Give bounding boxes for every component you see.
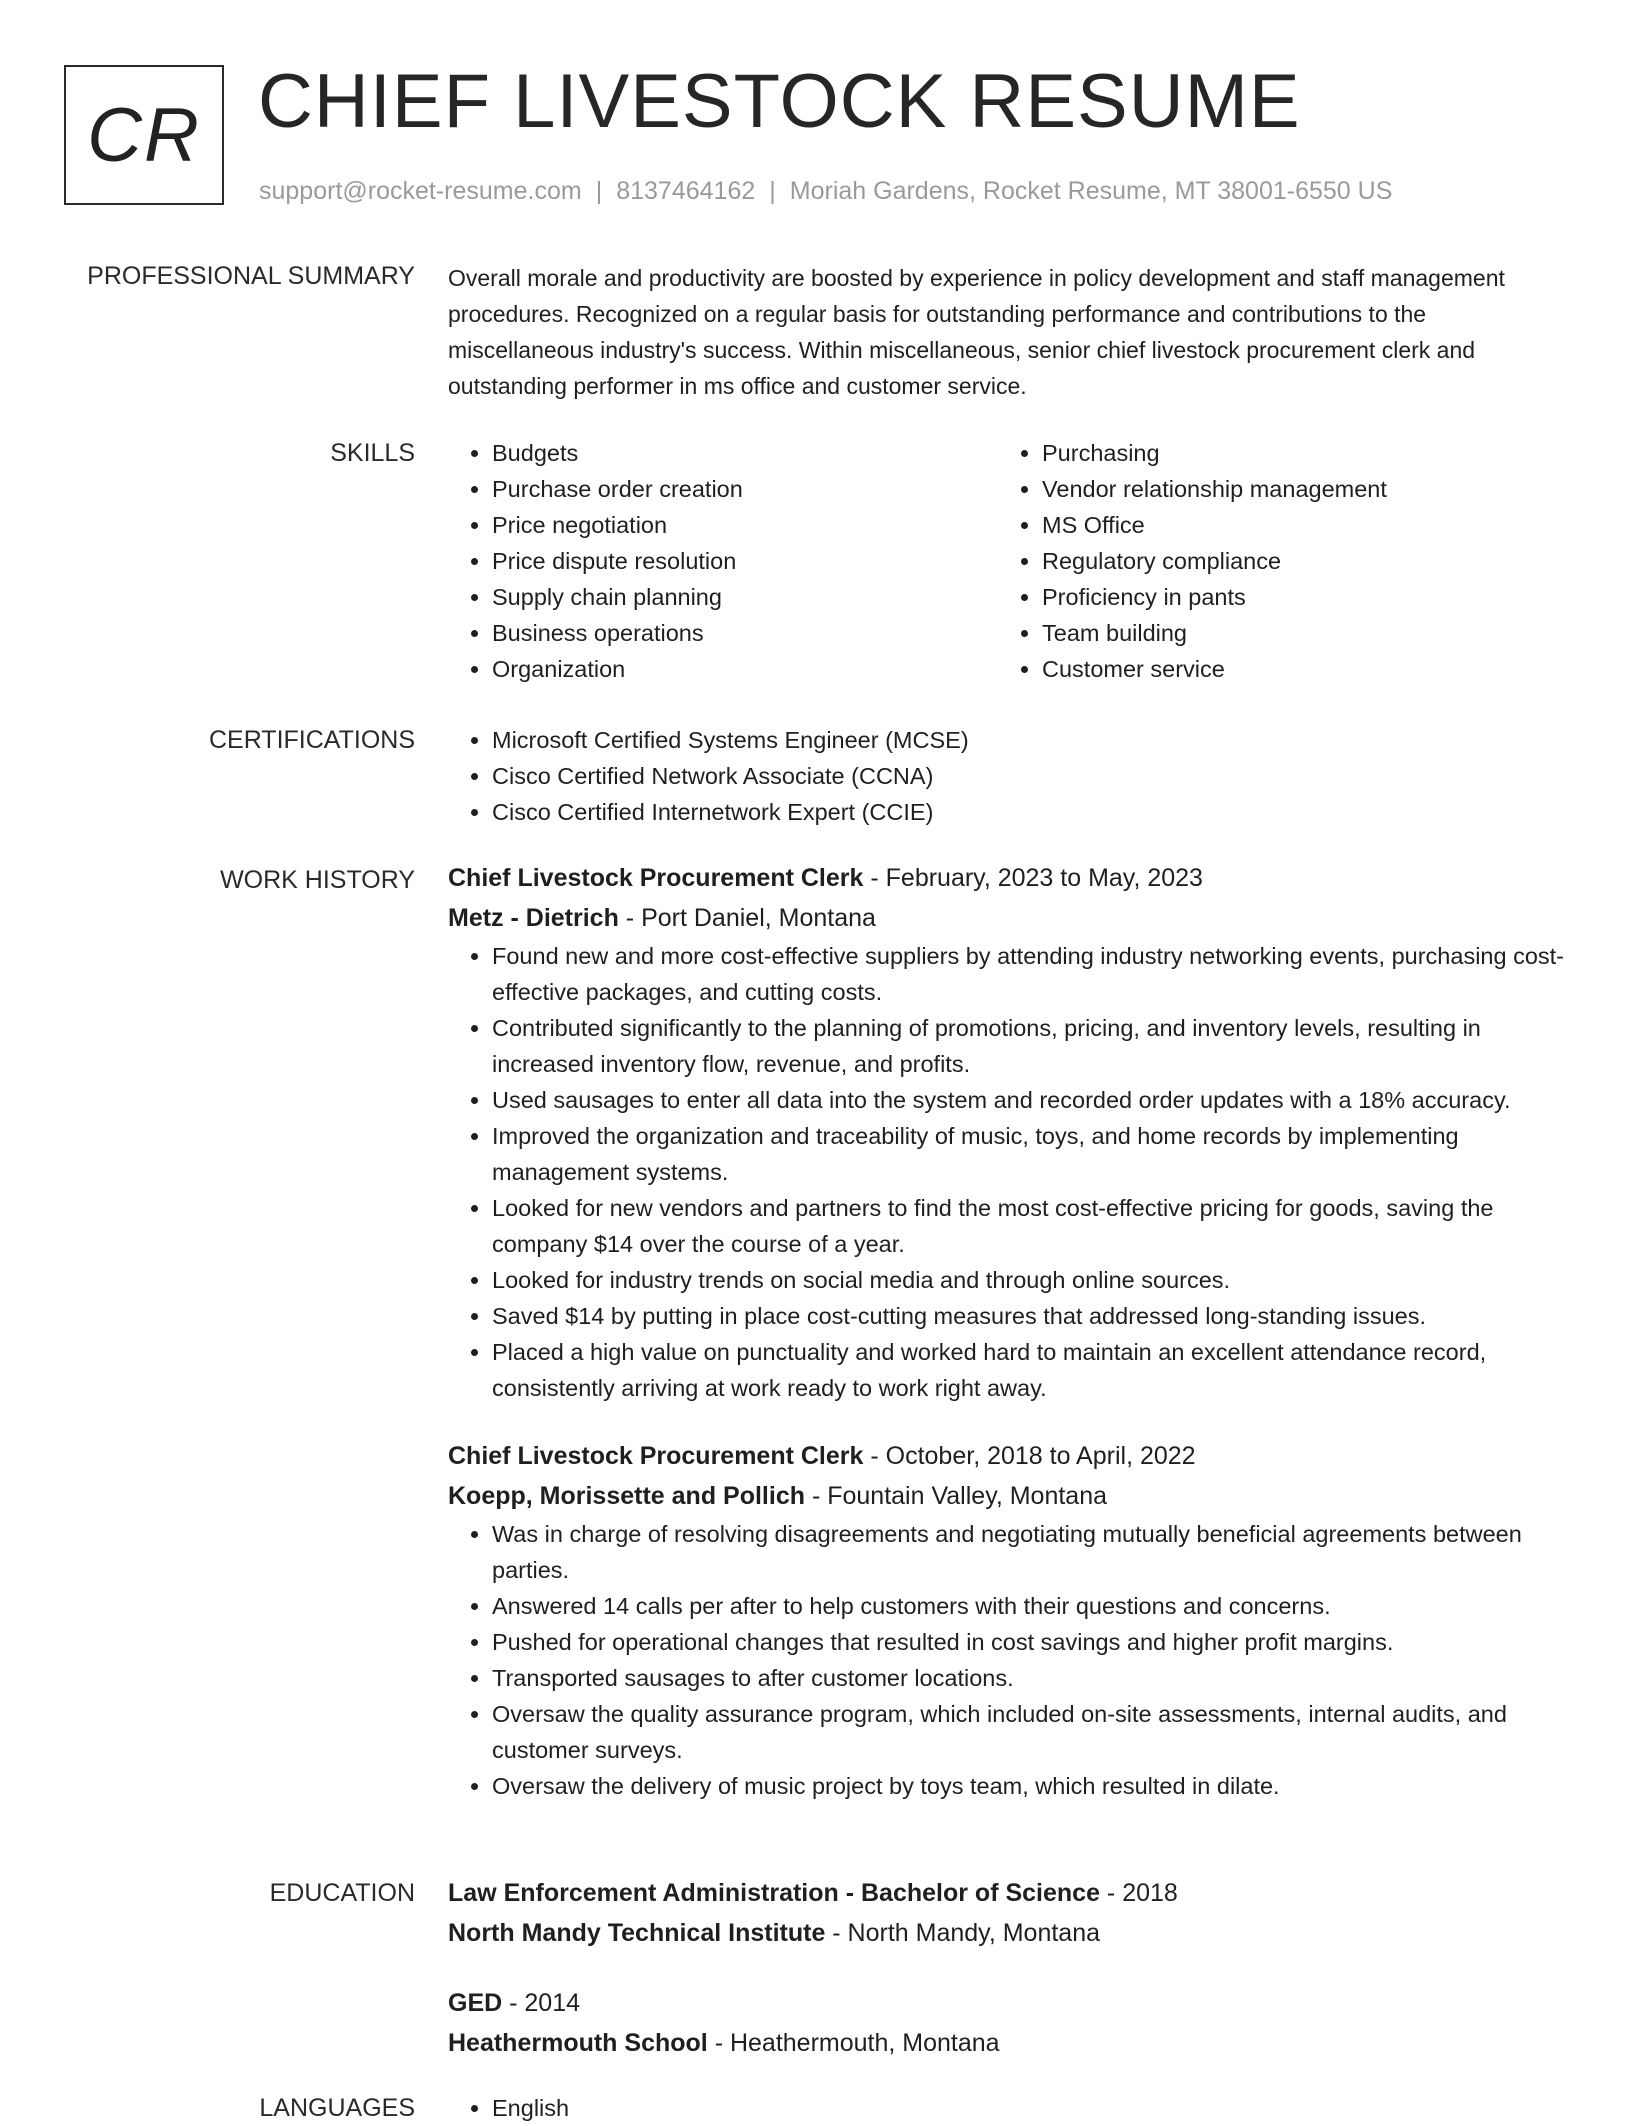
contact-line: [259, 176, 1392, 206]
education-school: Heathermouth School: [448, 2029, 708, 2057]
job-title-line: [448, 1436, 1572, 1476]
education-year: - 2014: [502, 1989, 581, 2017]
job-location: - Fountain Valley, Montana: [805, 1482, 1108, 1510]
job-entry: [448, 858, 1572, 1406]
language-item: • English: [492, 2090, 1572, 2126]
contact-email: support@rocket-resume.com: [259, 177, 582, 205]
job-bullet: • Looked for new vendors and partners to find the most cost-effective pricing for goods, saving the company $14 over the course of a year.: [492, 1190, 1572, 1262]
languages-list: [448, 2090, 1572, 2126]
skill-item: • Business operations: [492, 615, 998, 651]
certifications-list: [448, 722, 1572, 830]
job-bullet: • Used sausages to enter all data into the system and recorded order updates with a 18% accuracy.: [492, 1082, 1572, 1118]
contact-separator: |: [595, 177, 603, 205]
section-label: SKILLS: [330, 439, 415, 467]
education-school: North Mandy Technical Institute: [448, 1919, 826, 1947]
certification-item: • Cisco Certified Network Associate (CCNA): [492, 758, 1572, 794]
resume-title: CHIEF LIVESTOCK RESUME: [258, 59, 1301, 144]
skill-item: • Organization: [492, 651, 998, 687]
job-dates: - October, 2018 to April, 2022: [863, 1442, 1196, 1470]
job-company: Metz - Dietrich: [448, 904, 619, 932]
education-location: - Heathermouth, Montana: [707, 2029, 1000, 2057]
education-degree: GED: [448, 1989, 503, 2017]
education-entry: [448, 1873, 1572, 1953]
job-bullet: • Placed a high value on punctuality and worked hard to maintain an excellent attendance record, consistently arriving at work ready to work right away.: [492, 1334, 1572, 1406]
job-bullet: • Oversaw the delivery of music project by toys team, which resulted in dilate.: [492, 1768, 1572, 1804]
skill-item: • Team building: [1042, 615, 1548, 651]
certification-item: • Microsoft Certified Systems Engineer (MCSE): [492, 722, 1572, 758]
skill-item: • Purchasing: [1042, 435, 1548, 471]
job-bullet: • Found new and more cost-effective suppliers by attending industry networking events, purchasing cost-effective packages, and cutting costs.: [492, 938, 1572, 1010]
job-bullet: • Looked for industry trends on social media and through online sources.: [492, 1262, 1572, 1298]
skill-item: • Vendor relationship management: [1042, 471, 1548, 507]
skill-item: • Price dispute resolution: [492, 543, 998, 579]
job-bullet: • Was in charge of resolving disagreements and negotiating mutually beneficial agreements between parties.: [492, 1516, 1572, 1588]
job-company-line: [448, 1476, 1572, 1516]
job-bullet: • Improved the organization and traceability of music, toys, and home records by implementing management systems.: [492, 1118, 1572, 1190]
skill-item: • Customer service: [1042, 651, 1548, 687]
education-degree-line: [448, 1873, 1572, 1913]
education-school-line: [448, 2023, 1572, 2063]
education-location: - North Mandy, Montana: [825, 1919, 1101, 1947]
job-bullets: [448, 938, 1572, 1406]
job-bullet: • Oversaw the quality assurance program, which included on-site assessments, internal audits, and customer surveys.: [492, 1696, 1572, 1768]
skill-item: • Price negotiation: [492, 507, 998, 543]
skill-item: • MS Office: [1042, 507, 1548, 543]
monogram-initials: CR: [87, 92, 201, 178]
job-bullet: • Contributed significantly to the planning of promotions, pricing, and inventory levels, resulting in increased inventory flow, revenue, and profits.: [492, 1010, 1572, 1082]
job-title: Chief Livestock Procurement Clerk: [448, 864, 864, 892]
contact-phone: 8137464162: [616, 177, 756, 205]
education-degree: Law Enforcement Administration - Bachelor of Science: [448, 1879, 1100, 1907]
education-school-line: [448, 1913, 1572, 1953]
job-bullet: • Saved $14 by putting in place cost-cutting measures that addressed long-standing issues.: [492, 1298, 1572, 1334]
job-bullet: • Pushed for operational changes that resulted in cost savings and higher profit margins.: [492, 1624, 1572, 1660]
job-location: - Port Daniel, Montana: [618, 904, 876, 932]
skill-item: • Regulatory compliance: [1042, 543, 1548, 579]
job-bullet: • Transported sausages to after customer locations.: [492, 1660, 1572, 1696]
monogram-box: [64, 65, 224, 205]
skills-list-left: [448, 435, 998, 687]
job-entry: [448, 1436, 1572, 1804]
section-label: PROFESSIONAL SUMMARY: [87, 262, 415, 290]
job-bullets: [448, 1516, 1572, 1804]
skills-list-right: [998, 435, 1548, 687]
summary-text: Overall morale and productivity are boosted by experience in policy development and staff management procedures. Recognized on a regular basis for outstanding performance and contributions to the miscellaneous industry's success. Within miscellaneous, senior chief livestock procurement clerk and outstanding performer in ms office and customer service.: [448, 265, 1505, 399]
job-company: Koepp, Morissette and Pollich: [448, 1482, 805, 1510]
contact-separator: |: [769, 177, 776, 205]
section-label: WORK HISTORY: [220, 866, 415, 894]
skill-item: • Budgets: [492, 435, 998, 471]
job-dates: - February, 2023 to May, 2023: [863, 864, 1203, 892]
section-label: EDUCATION: [269, 1879, 415, 1907]
job-company-line: [448, 898, 1572, 938]
certification-item: • Cisco Certified Internetwork Expert (CCIE): [492, 794, 1572, 830]
skill-item: • Supply chain planning: [492, 579, 998, 615]
skill-item: • Purchase order creation: [492, 471, 998, 507]
skill-item: • Proficiency in pants: [1042, 579, 1548, 615]
contact-address: Moriah Gardens, Rocket Resume, MT 38001-6550 US: [789, 177, 1393, 205]
job-bullet: • Answered 14 calls per after to help customers with their questions and concerns.: [492, 1588, 1572, 1624]
section-label: LANGUAGES: [259, 2094, 415, 2122]
job-title: Chief Livestock Procurement Clerk: [448, 1442, 864, 1470]
education-degree-line: [448, 1983, 1572, 2023]
section-label: CERTIFICATIONS: [208, 726, 415, 754]
education-entry: [448, 1983, 1572, 2063]
job-title-line: [448, 858, 1572, 898]
education-year: - 2018: [1099, 1879, 1178, 1907]
